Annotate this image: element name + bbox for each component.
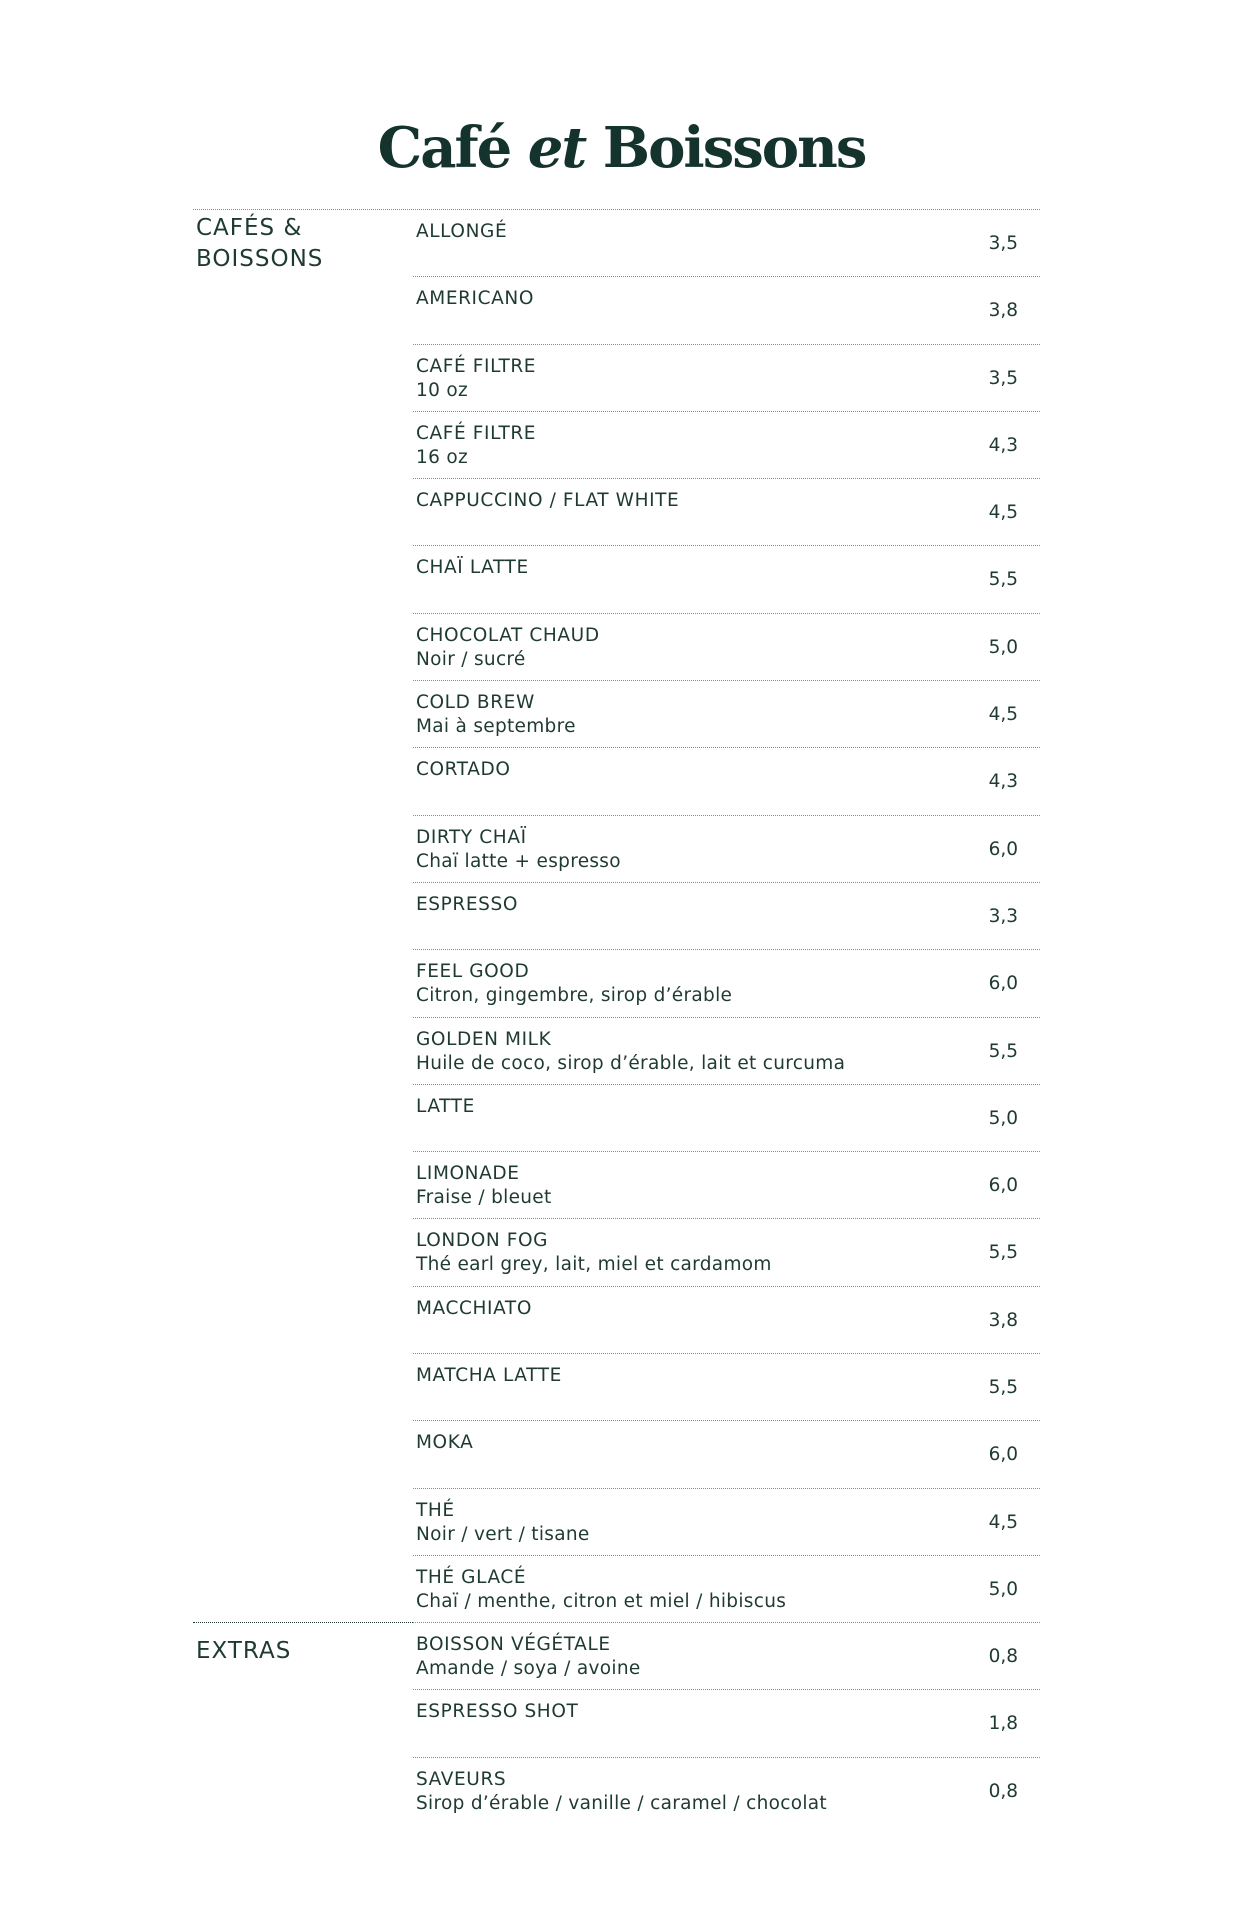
menu-item-price: 6,0: [988, 1444, 1018, 1466]
menu-item: [413, 1017, 1040, 1084]
menu-item-name: CAFÉ FILTRE: [416, 422, 537, 444]
section-label: [196, 1636, 396, 1667]
menu-item: [413, 344, 1040, 411]
menu-item-name: ALLONGÉ: [416, 221, 508, 242]
menu-item-name: CHAÏ LATTE: [416, 557, 529, 579]
menu-item: [413, 276, 1040, 343]
menu-item-description: Noir / sucré: [416, 648, 526, 670]
menu-item-description: Fraise / bleuet: [416, 1187, 552, 1209]
menu-item-description: Noir / vert / tisane: [416, 1523, 590, 1545]
menu-item: [413, 1420, 1040, 1487]
section-label-line2: BOISSONS: [196, 246, 324, 272]
menu-item-name: MATCHA LATTE: [416, 1365, 562, 1387]
menu-item-price: 6,0: [988, 973, 1018, 995]
menu-item: [413, 1084, 1040, 1151]
menu-item: [413, 747, 1040, 814]
menu-item: [413, 1218, 1040, 1285]
menu-item-price: 0,8: [988, 1646, 1018, 1667]
menu-item: [413, 1555, 1040, 1622]
menu-item-price: 4,3: [988, 434, 1018, 456]
menu-item-price: 3,3: [988, 905, 1018, 927]
menu-item-price: 6,0: [988, 838, 1018, 860]
page-title: [0, 108, 1243, 188]
menu-item: [413, 1151, 1040, 1218]
menu-item-name: COLD BREW: [416, 692, 535, 714]
menu-item-description: 10 oz: [416, 379, 468, 401]
menu-item-price: 5,5: [988, 1377, 1018, 1399]
menu-item: [413, 613, 1040, 680]
menu-item-price: 4,5: [988, 502, 1018, 524]
menu-item-price: 0,8: [988, 1780, 1018, 1802]
menu-item: [413, 1286, 1040, 1353]
menu-item-price: 4,5: [988, 1511, 1018, 1533]
menu-item-price: 4,3: [988, 771, 1018, 793]
menu-item-name: LATTE: [416, 1095, 475, 1117]
menu-item-name: CAPPUCCINO / FLAT WHITE: [416, 490, 680, 512]
menu-item-list: [413, 1622, 1040, 1824]
menu-item-price: 3,8: [988, 1309, 1018, 1331]
section-label-line1: CAFÉS &: [196, 215, 303, 241]
menu-item: [413, 882, 1040, 949]
menu-item-name: DIRTY CHAÏ: [416, 826, 527, 848]
menu-item-name: SAVEURS: [416, 1768, 507, 1790]
menu-item-price: 5,0: [988, 1107, 1018, 1129]
menu-item-name: BOISSON VÉGÉTALE: [416, 1634, 611, 1655]
menu-item-description: Mai à septembre: [416, 716, 576, 738]
menu-item-name: LIMONADE: [416, 1163, 520, 1185]
section-divider: [193, 1622, 413, 1623]
menu-item-price: 5,0: [988, 1578, 1018, 1600]
menu-item-price: 5,5: [988, 569, 1018, 591]
menu-item: [413, 545, 1040, 612]
menu-item-description: Chaï / menthe, citron et miel / hibiscus: [416, 1590, 787, 1612]
menu-item: [413, 209, 1040, 276]
menu-item-name: GOLDEN MILK: [416, 1028, 552, 1050]
menu-item: [413, 411, 1040, 478]
menu-item-name: CHOCOLAT CHAUD: [416, 624, 600, 646]
menu-item-name: CAFÉ FILTRE: [416, 355, 537, 377]
menu-item-name: THÉ: [416, 1499, 455, 1521]
menu-item-description: Thé earl grey, lait, miel et cardamom: [416, 1254, 772, 1276]
menu-item-name: FEEL GOOD: [416, 961, 530, 983]
menu-item-list: [413, 209, 1040, 1622]
menu-item: [413, 1757, 1040, 1824]
menu-item-description: Huile de coco, sirop d’érable, lait et curcuma: [416, 1052, 846, 1074]
menu-item-description: Amande / soya / avoine: [416, 1658, 641, 1679]
menu-item-price: 3,8: [988, 300, 1018, 322]
menu-item: [413, 815, 1040, 882]
menu-item-price: 3,5: [988, 233, 1018, 254]
menu-item-description: 16 oz: [416, 446, 468, 468]
menu-item: [413, 680, 1040, 747]
menu-item-name: CORTADO: [416, 759, 511, 781]
title-word-cafe: Café: [377, 115, 511, 181]
menu-item: [413, 478, 1040, 545]
menu-item: [413, 1488, 1040, 1555]
menu-item-price: 1,8: [988, 1713, 1018, 1735]
menu-item-name: ESPRESSO SHOT: [416, 1701, 579, 1723]
menu-item-description: Chaï latte + espresso: [416, 850, 621, 872]
title-word-et: et: [527, 115, 586, 181]
menu-item-name: ESPRESSO: [416, 893, 518, 915]
menu-item-price: 6,0: [988, 1175, 1018, 1197]
menu-item-description: Sirop d’érable / vanille / caramel / chocolat: [416, 1792, 827, 1814]
menu-item-price: 3,5: [988, 367, 1018, 389]
menu-item-price: 5,5: [988, 1242, 1018, 1264]
menu-item: [413, 949, 1040, 1016]
menu-item-description: Citron, gingembre, sirop d’érable: [416, 985, 733, 1007]
section-label-line1: EXTRAS: [196, 1638, 292, 1664]
menu-item-price: 5,5: [988, 1040, 1018, 1062]
menu-item-price: 5,0: [988, 636, 1018, 658]
title-word-boissons: Boissons: [602, 115, 866, 181]
menu-item: [413, 1622, 1040, 1689]
menu-item-price: 4,5: [988, 704, 1018, 726]
menu-item-name: MACCHIATO: [416, 1297, 532, 1319]
menu-item-name: AMERICANO: [416, 288, 534, 310]
menu-item: [413, 1689, 1040, 1756]
menu-item-name: THÉ GLACÉ: [416, 1566, 527, 1588]
menu-item: [413, 1353, 1040, 1420]
menu-item-name: LONDON FOG: [416, 1230, 549, 1252]
section-label: [196, 213, 396, 275]
menu-item-name: MOKA: [416, 1432, 474, 1454]
